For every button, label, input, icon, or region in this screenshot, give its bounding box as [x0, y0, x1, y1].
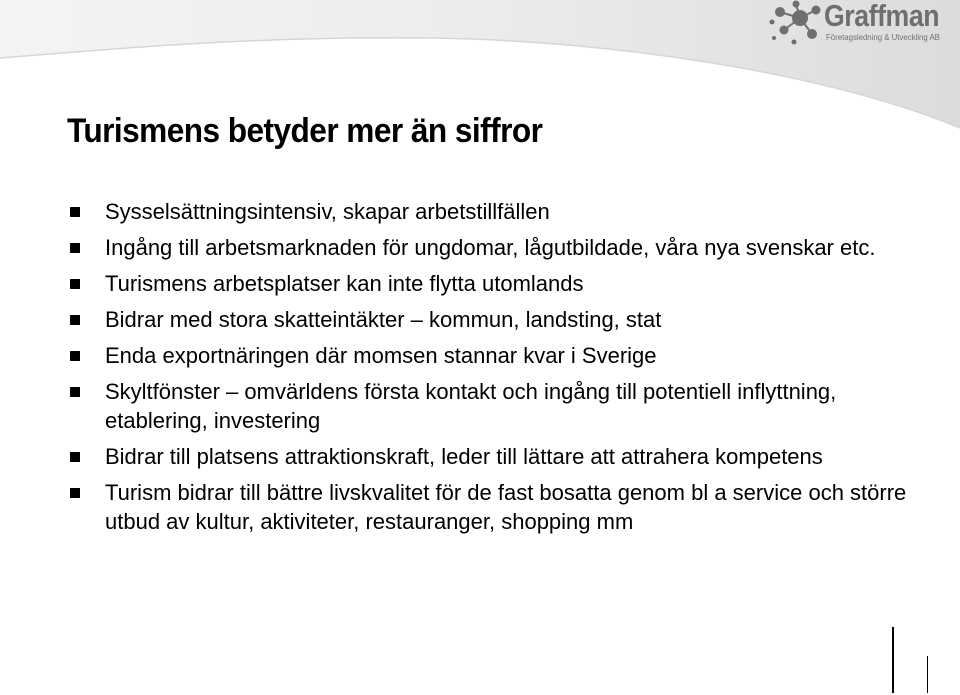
corner-divider-line [892, 627, 894, 693]
bullet-item [70, 377, 930, 435]
square-bullet-icon [70, 351, 80, 361]
logo-wordmark: Graffman [824, 0, 940, 33]
square-bullet-icon [70, 279, 80, 289]
bullet-text: Skyltfönster – omvärldens första kontakt och ingång till potentiell inflyttning, etablering, investering [105, 379, 837, 433]
bullet-text: Turism bidrar till bättre livskvalitet för de fast bosatta genom bl a service och större utbud av kultur, aktiviteter, restauranger, shopping mm [105, 480, 907, 534]
bullet-item [70, 197, 930, 226]
logo-tagline: Företagsledning & Utveckling AB [826, 32, 940, 42]
square-bullet-icon [70, 207, 80, 217]
bullet-item [70, 442, 930, 471]
bullet-text: Bidrar med stora skatteintäkter – kommun, landsting, stat [105, 307, 662, 332]
bullet-item [70, 478, 930, 536]
slide-title: Turismens betyder mer än siffror [67, 112, 543, 150]
bullet-text: Ingång till arbetsmarknaden för ungdomar, lågutbildade, våra nya svenskar etc. [105, 235, 876, 260]
bullet-text: Enda exportnäringen där momsen stannar kvar i Sverige [105, 343, 657, 368]
bullet-item [70, 269, 930, 298]
bullet-text: Turismens arbetsplatser kan inte flytta utomlands [105, 271, 584, 296]
bullet-item [70, 305, 930, 334]
bullet-item [70, 233, 930, 262]
square-bullet-icon [70, 452, 80, 462]
bullet-text: Bidrar till platsens attraktionskraft, leder till lättare att attrahera kompetens [105, 444, 823, 469]
graffman-logo [766, 0, 940, 50]
square-bullet-icon [70, 387, 80, 397]
corner-divider-line [927, 656, 928, 693]
square-bullet-icon [70, 315, 80, 325]
bullet-list [70, 197, 930, 543]
square-bullet-icon [70, 488, 80, 498]
bullet-text: Sysselsättningsintensiv, skapar arbetstillfällen [105, 199, 550, 224]
square-bullet-icon [70, 243, 80, 253]
bullet-item [70, 341, 930, 370]
